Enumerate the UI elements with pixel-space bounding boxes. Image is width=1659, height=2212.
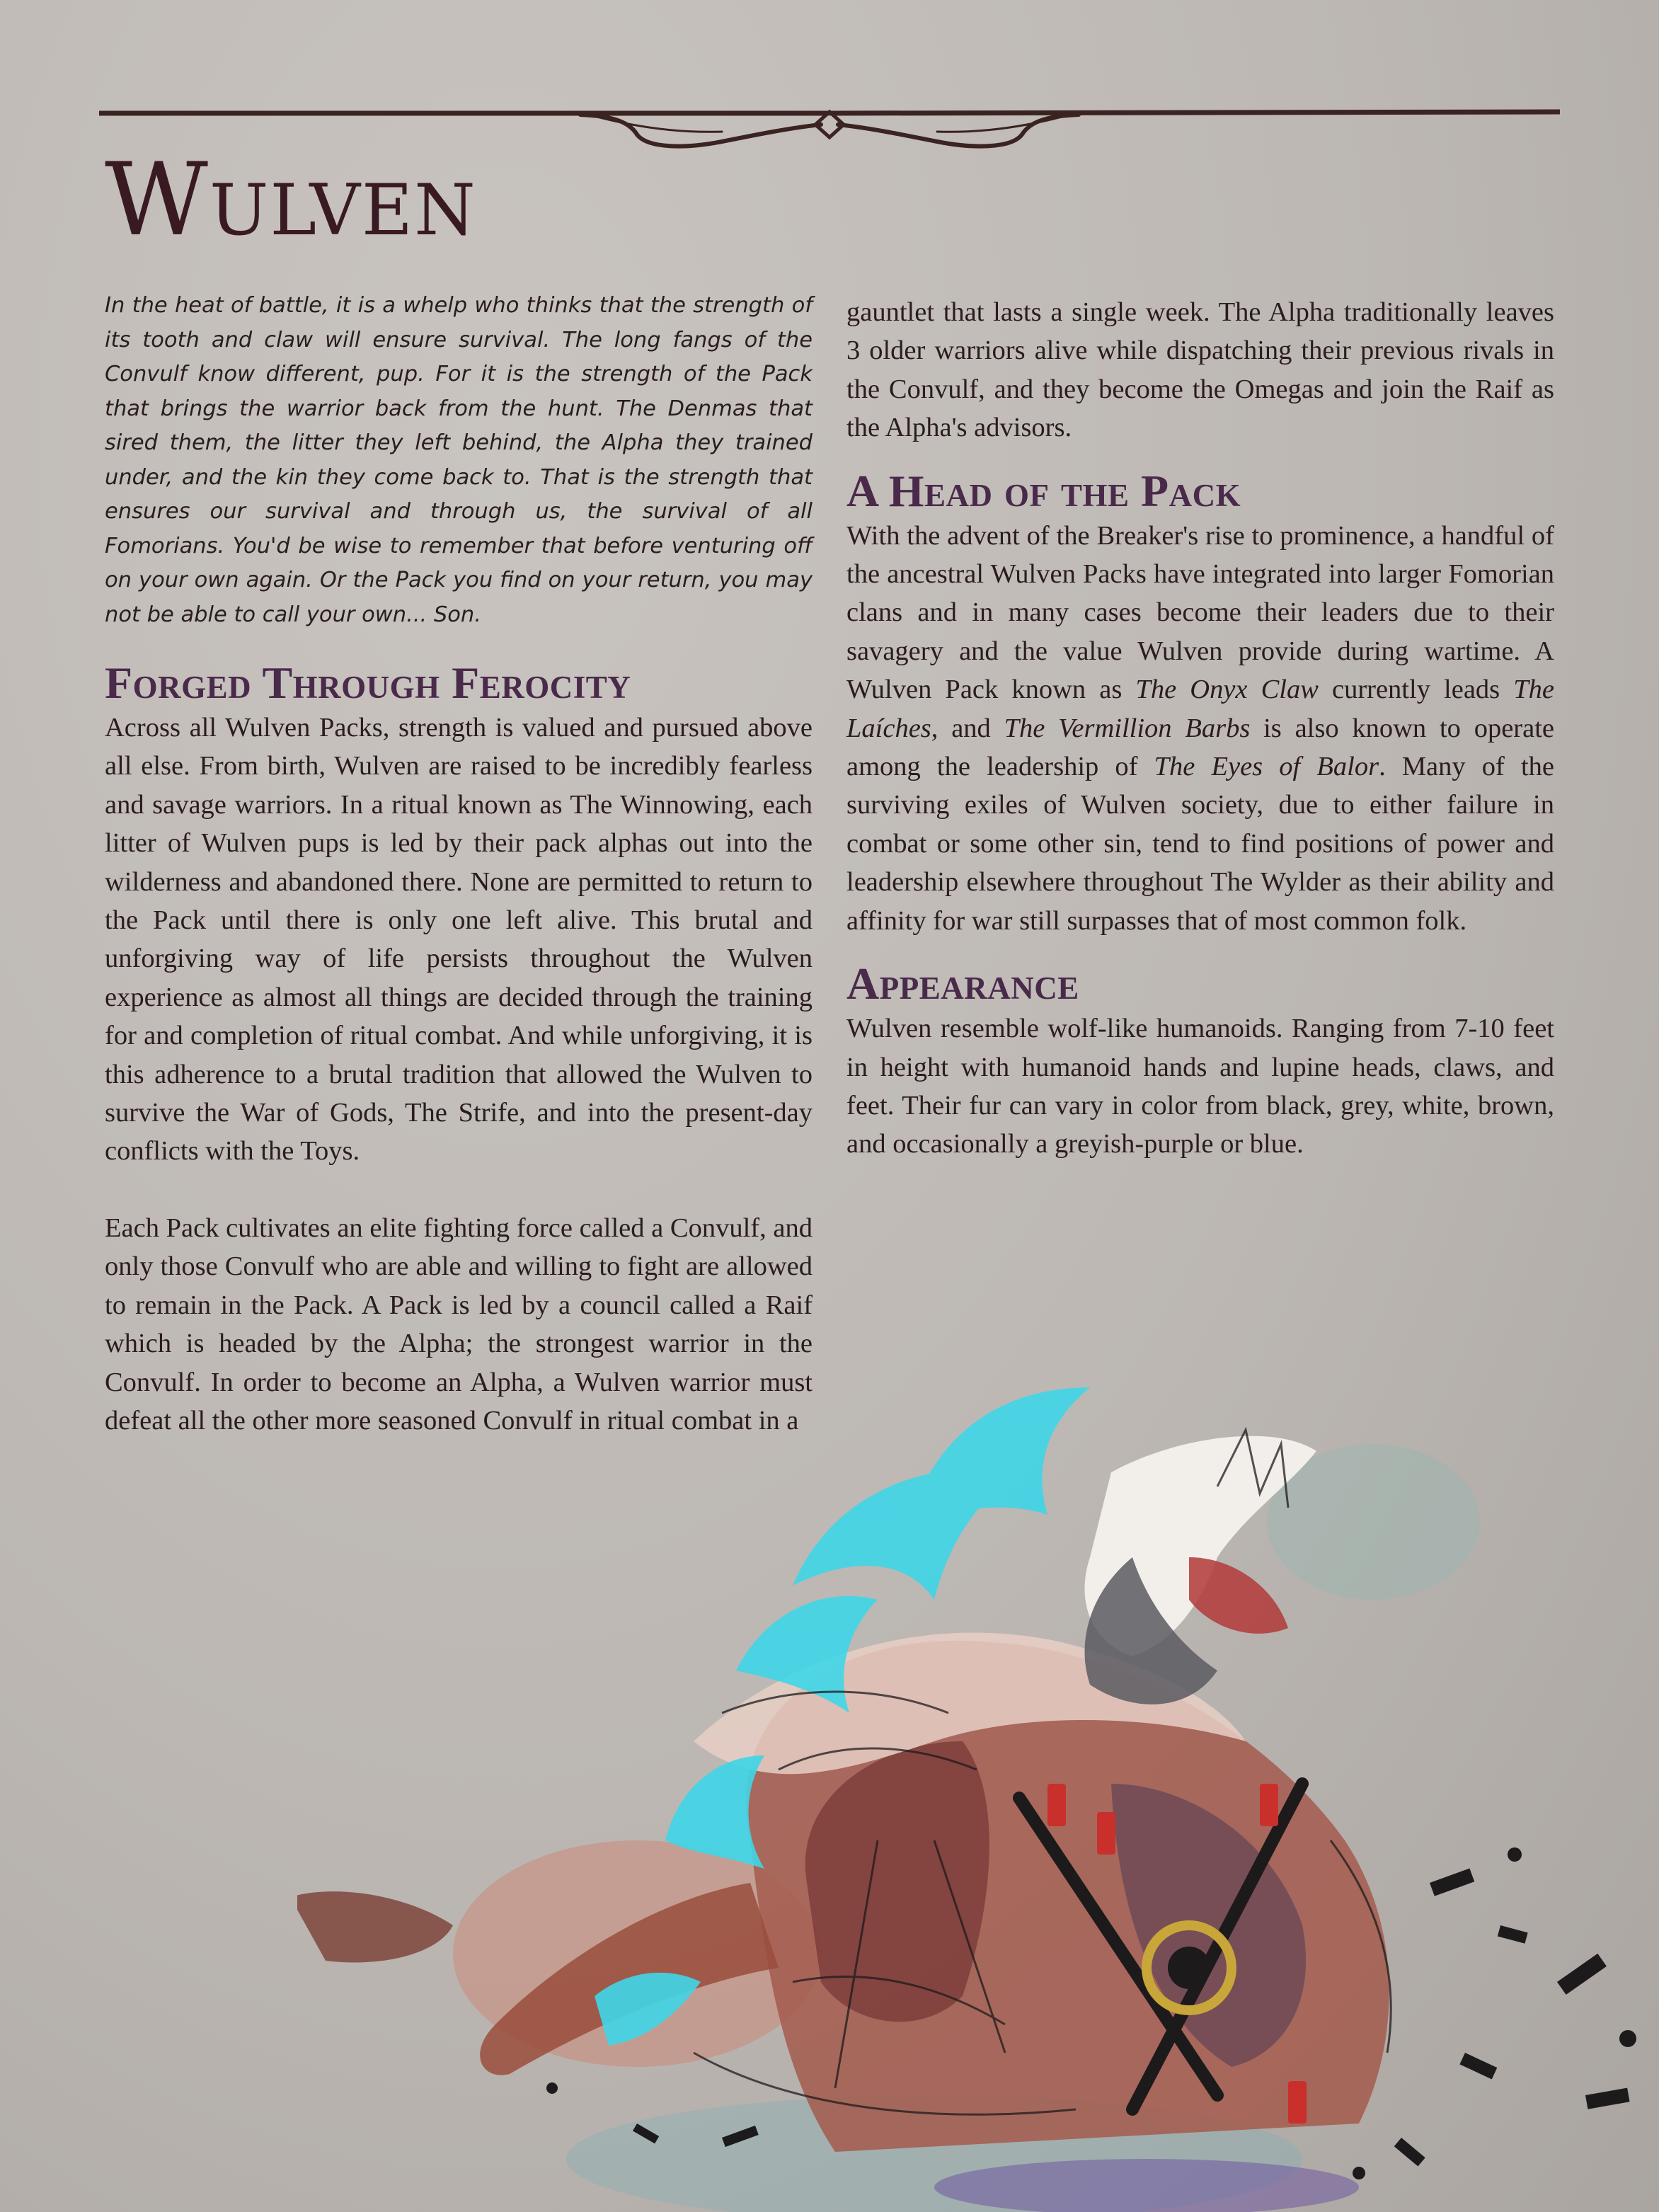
text-segment: With the advent of the Breaker's rise to prominence, a handful of the ancestral Wulven Packs have integrated into larger Fomorian clans and in many cases become their leaders due to their savagery and the value Wulven provide during wartime. A Wulven Pack known as — [846, 520, 1554, 705]
text-segment: currently leads — [1318, 675, 1514, 705]
text-segment: . Many of the surviving exiles of Wulven society, due to either failure in combat or some other sin, tend to find positions of power and leadership elsewhere throughout The Wylder as their ability and affinity for war still surpasses that of most common folk. — [846, 752, 1554, 936]
left-column — [105, 289, 813, 1440]
clan-name-eyes-of-balor: The Eyes of Balor — [1154, 752, 1379, 782]
clan-name-vermillion-barbs: The Vermillion Barbs — [1004, 713, 1251, 743]
heading-forged-through-ferocity: Forged Through Ferocity — [105, 658, 631, 708]
clan-name-laiches: The Laíches — [846, 675, 1554, 743]
heading-appearance: Appearance — [846, 958, 1079, 1009]
paragraph-winnowing: Across all Wulven Packs, strength is valued and pursued above all else. From birth, Wulven are raised to be incredibly fearless and savage warriors. In a ritual known as The Winnowing, each litter of Wulven pups is led by their pack alphas out into the wilderness and abandoned there. None are permitted to return to the Pack until there is only one left alive. This brutal and unforgiving way of life persists throughout the Wulven experience as almost all things are decided through the training for and completion of ritual combat. And while unforgiving, it is this adherence to a brutal tradition that allowed the Wulven to survive the War of Gods, The Strife, and into the present-day conflicts with the Toys. — [105, 713, 813, 1167]
text-segment: , and — [931, 713, 1004, 743]
paragraph-appearance: Wulven resemble wolf-like humanoids. Ranging from 7-10 feet in height with humanoid hands and lupine heads, claws, and feet. Their fur can vary in color from black, grey, white, brown, and occasionally a greyish-purple or blue. — [846, 1014, 1554, 1159]
page-title: Wulven — [105, 142, 477, 258]
text-segment: is also known to operate among the leadership of — [846, 713, 1554, 782]
heading-head-of-the-pack: A Head of the Pack — [846, 465, 1241, 516]
wulven-warrior-illustration-icon — [297, 1345, 1659, 2212]
right-column — [846, 293, 1554, 1164]
paragraph-head-of-pack — [846, 517, 1554, 940]
intro-quote: In the heat of battle, it is a whelp who thinks that the strength of its tooth and claw will ensure survival. The long fangs of the Convulf know different, pup. For it is the strength of the Pack that brings the warrior back from the hunt. The Denmas that sired them, the litter they left behind, the Alpha they trained under, and the kin they come back to. That is the strength that ensures our survival and through us, the survival of all Fomorians. You'd be wise to remember that before venturing off on your own again. Or the Pack you find on your return, you may not be able to call your own... Son. — [105, 293, 813, 627]
paragraph-convulf: Each Pack cultivates an elite fighting force called a Convulf, and only those Convulf who are able and willing to fight are allowed to remain in the Pack. A Pack is led by a council called a Raif which is headed by the Alpha; the strongest warrior in the Convulf. In order to become an Alpha, a Wulven warrior must defeat all the other more seasoned Convulf in ritual combat in a — [105, 1213, 813, 1435]
clan-name-onyx-claw: The Onyx Claw — [1135, 675, 1319, 705]
paragraph-gauntlet-continued: gauntlet that lasts a single week. The Alpha traditionally leaves 3 older warriors alive while dispatching their previous rivals in the Convulf, and they become the Omegas and join the Raif as the Alpha's advisors. — [846, 297, 1554, 443]
